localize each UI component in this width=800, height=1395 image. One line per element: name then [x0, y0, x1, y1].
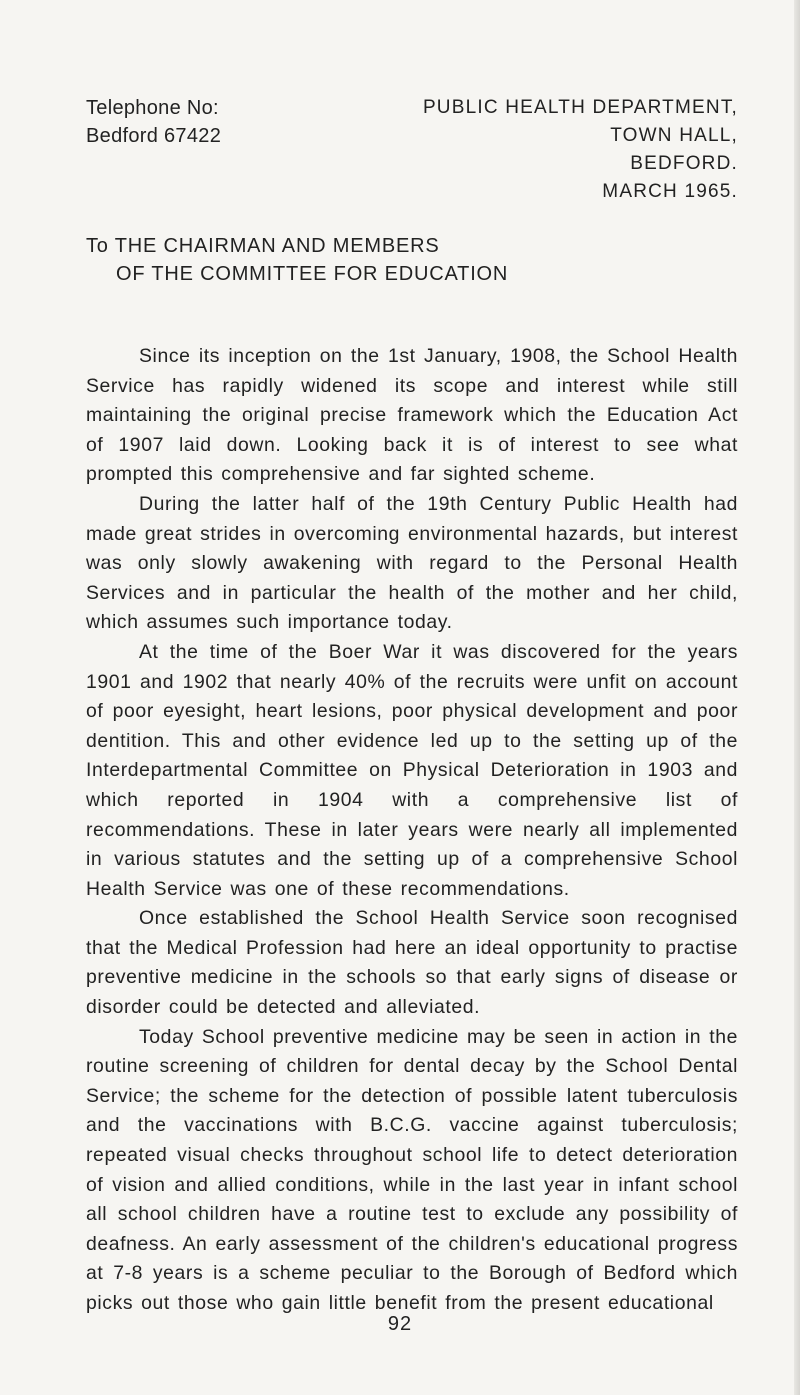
- salutation-line-1: To THE CHAIRMAN AND MEMBERS: [86, 235, 440, 257]
- telephone-number: Bedford 67422: [86, 125, 222, 147]
- paragraph-1: Since its inception on the 1st January, 1908, the School Health Service has rapidly widened its scope and interest while still maintaining the original precise framework which the Education Act of 1907 laid down. Looking back it is of interest to see what prompted this comprehensive and far sighted scheme.: [86, 345, 738, 486]
- paragraph-3: At the time of the Boer War it was discovered for the years 1901 and 1902 that nearly 40% of the recruits were unfit on account of poor eyesight, heart lesions, poor physical development and poor dentition. This and other evidence led up to the setting up of the Interdepartmental Committee on Physical Deterioration in 1903 and which reported in 1904 with a comprehensive list of recommendations. These in later years were nearly all implemented in various statutes and the setting up of a comprehensive School Health Service was one of these recommendations.: [86, 640, 738, 900]
- salutation: [86, 232, 508, 288]
- page-edge-shadow: [794, 0, 800, 1395]
- paragraph-5: Today School preventive medicine may be seen in action in the routine screening of children for dental decay by the School Dental Service; the scheme for the detection of possible latent tuberculosis and the vaccinations with B.C.G. vaccine against tuberculosis; repeated visual checks throughout school life to detect deterioration of vision and allied conditions, while in the last year in infant school all school children have a routine test to exclude any possibility of deafness. An early assessment of the children's educational progress at 7-8 years is a scheme peculiar to the Borough of Bedford which picks out those who gain little benefit from the present educational: [86, 1025, 738, 1314]
- page-number: 92: [387, 1313, 413, 1335]
- address-block: [423, 94, 738, 206]
- address-line-1: TOWN HALL,: [610, 125, 738, 146]
- telephone-label: Telephone No:: [86, 97, 219, 119]
- telephone-block: [86, 94, 221, 150]
- paragraph-2: During the latter half of the 19th Century Public Health had made great strides in overcoming environmental hazards, but interest was only slowly awakening with regard to the Personal Health Services and in particular the health of the mother and her child, which assumes such importance today.: [86, 492, 738, 634]
- paragraph-4: Once established the School Health Service soon recognised that the Medical Profession had here an ideal opportunity to practise preventive medicine in the schools so that early signs of disease or disorder could be detected and alleviated.: [86, 907, 738, 1019]
- report-body: [86, 342, 738, 1319]
- department-name: PUBLIC HEALTH DEPARTMENT,: [422, 97, 738, 118]
- salutation-line-2: OF THE COMMITTEE FOR EDUCATION: [116, 263, 509, 285]
- address-line-2: BEDFORD.: [630, 153, 738, 174]
- document-date: MARCH 1965.: [602, 181, 738, 202]
